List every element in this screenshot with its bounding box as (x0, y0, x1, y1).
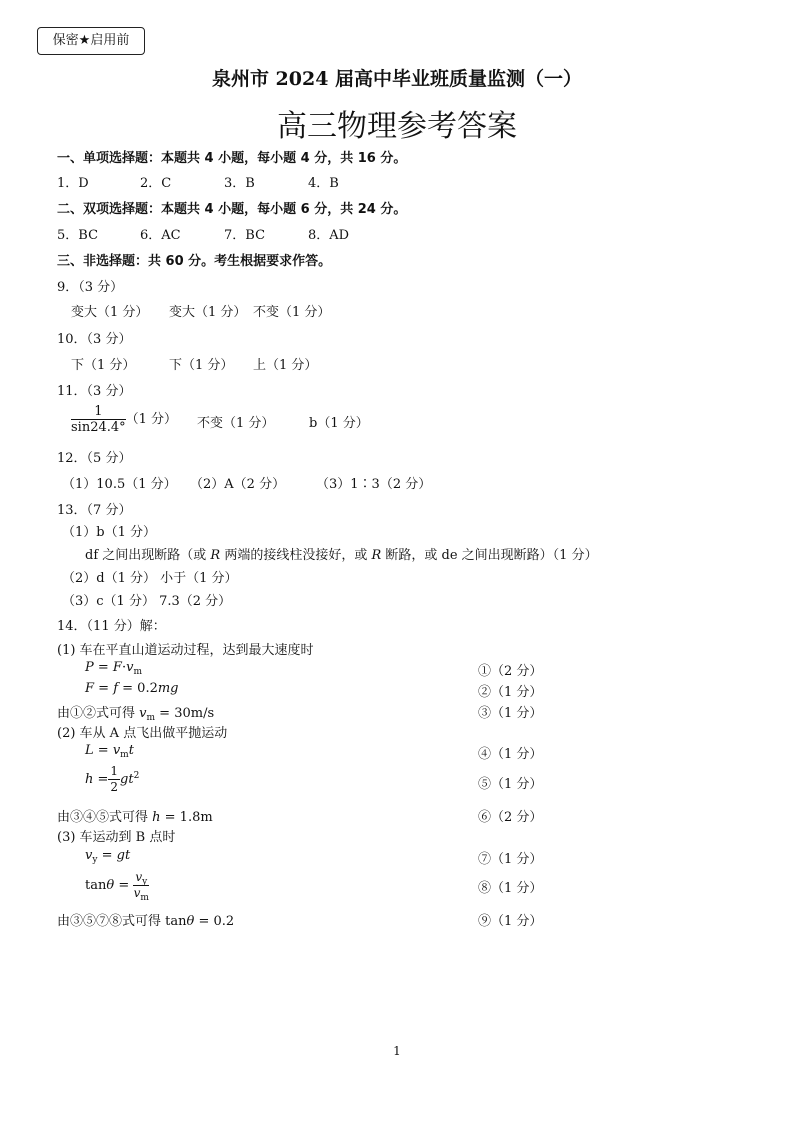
q14-part3: (3) 车运动到 B 点时 (57, 830, 176, 845)
q11-answer-2: 不变（1 分） (197, 416, 275, 431)
answer-q7: 7．BC (224, 228, 266, 243)
answer-q1: 1．D (57, 176, 89, 191)
equation-3: 由①②式可得 $v_m = 30m/s$ (57, 706, 215, 723)
score-1: ①（2 分） (478, 664, 543, 679)
answer-q6: 6．AC (140, 228, 181, 243)
equation-1: $P = F\cdot v_m$ (85, 660, 142, 677)
page-number: 1 (393, 1044, 401, 1058)
q14-heading: 14．（11 分）解： (57, 619, 166, 634)
q11-heading: 11．（3 分） (57, 384, 132, 399)
q11-fraction: $\frac{1}{\sin 24.4^\circ}$ (71, 404, 126, 435)
equation-9: 由③⑤⑦⑧式可得 tanθ = 0.2 (57, 914, 235, 929)
q10-answer-2: 下（1 分） (169, 358, 234, 373)
answer-q8: 8．AD (308, 228, 350, 243)
section-2-heading: 二、双项选择题：本题共 4 小题，每小题 6 分，共 24 分。 (57, 202, 407, 217)
q9-answer-3: 不变（1 分） (253, 305, 331, 320)
q9-answer-1: 变大（1 分） (71, 305, 149, 320)
answer-q3: 3．B (224, 176, 255, 191)
q13-answer-2: （2）d（1 分） 小于（1 分） (62, 571, 238, 586)
equation-8: tanθ = $\frac{v_y}{v_m}$ (85, 870, 149, 903)
score-6: ⑥（2 分） (478, 810, 543, 825)
q11-answer-1: $\frac{1}{\sin 24.4^\circ}$ （1 分） (71, 404, 178, 435)
equation-2: F = f = 0.2mg (85, 681, 179, 696)
q11-answer-3: b（1 分） (309, 416, 369, 431)
q9-answer-2: 变大（1 分） (169, 305, 247, 320)
q13-answer-1-reason: df 之间出现断路（或 R 两端的接线柱没接好，或 R 断路，或 de 之间出现断路）（1 分） (85, 548, 598, 563)
q10-answer-3: 上（1 分） (253, 358, 318, 373)
answer-q4: 4．B (308, 176, 339, 191)
q12-heading: 12．（5 分） (57, 451, 132, 466)
q12-answer-1: （1）10.5（1 分） (62, 477, 177, 492)
q13-heading: 13．（7 分） (57, 503, 132, 518)
score-4: ④（1 分） (478, 747, 543, 762)
section-3-heading: 三、非选择题：共 60 分。考生根据要求作答。 (57, 254, 332, 269)
q10-heading: 10．（3 分） (57, 332, 132, 347)
equation-7: $v_y$ = gt (85, 848, 131, 865)
score-8: ⑧（1 分） (478, 881, 543, 896)
answer-q5: 5．BC (57, 228, 99, 243)
answer-q2: 2．C (140, 176, 172, 191)
score-2: ②（1 分） (478, 685, 543, 700)
equation-6: 由③④⑤式可得 h = 1.8m (57, 810, 213, 825)
q10-answer-1: 下（1 分） (71, 358, 136, 373)
equation-4: $L = v_mt$ (85, 743, 134, 760)
q13-answer-1: （1）b（1 分） (62, 525, 156, 540)
score-7: ⑦（1 分） (478, 852, 543, 867)
q13-answer-3: （3）c（1 分） 7.3（2 分） (62, 594, 232, 609)
q9-heading: 9．（3 分） (57, 280, 124, 295)
score-3: ③（1 分） (478, 706, 543, 721)
equation-5: h = $\frac{1}{2}$ $gt^2$ (85, 764, 140, 794)
confidential-stamp: 保密★启用前 (37, 27, 145, 55)
q14-part2: (2) 车从 A 点飞出做平抛运动 (57, 726, 228, 741)
document-title: 泉州市 2024 届高中毕业班质量监测（一） (211, 68, 583, 90)
document-subtitle: 高三物理参考答案 (277, 109, 517, 144)
score-9: ⑨（1 分） (478, 914, 543, 929)
q12-answer-3: （3）1∶3（2 分） (316, 477, 432, 492)
section-1-heading: 一、单项选择题：本题共 4 小题，每小题 4 分，共 16 分。 (57, 151, 407, 166)
q12-answer-2: （2）A（2 分） (190, 477, 286, 492)
q14-part1: (1) 车在平直山道运动过程，达到最大速度时 (57, 643, 314, 658)
score-5: ⑤（1 分） (478, 777, 543, 792)
